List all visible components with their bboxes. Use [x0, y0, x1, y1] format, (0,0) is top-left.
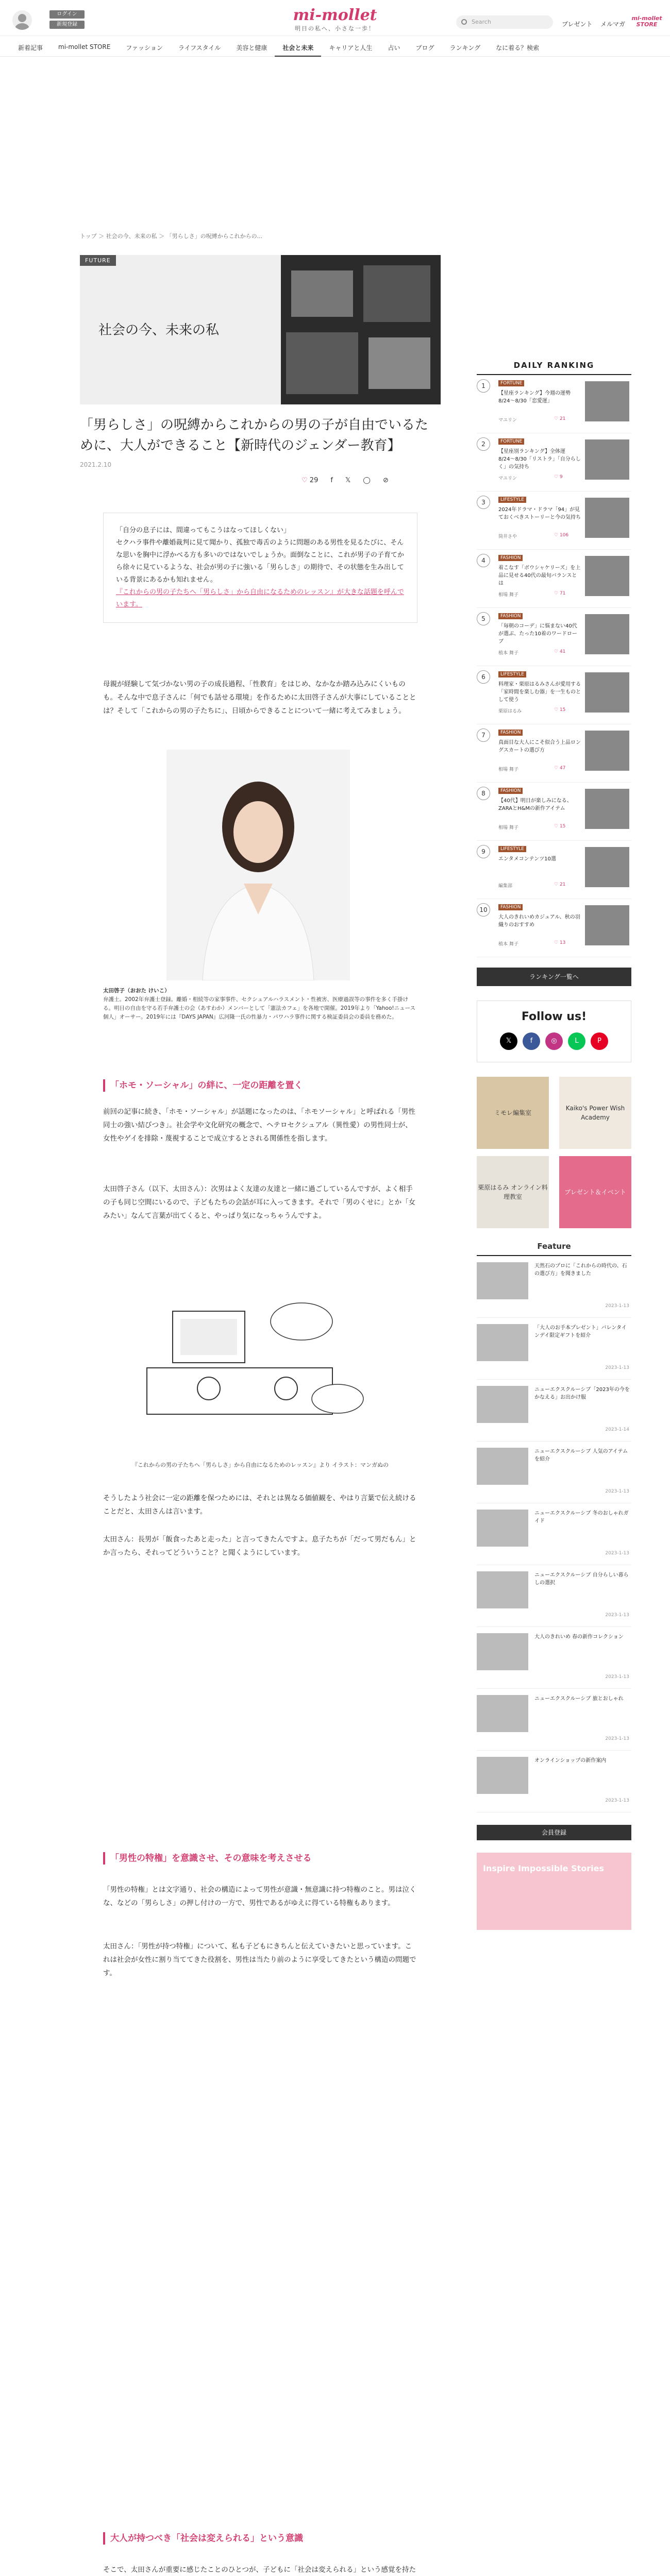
banner-academy[interactable]: Kaiko's Power Wish Academy	[559, 1077, 631, 1149]
article	[80, 255, 441, 2574]
rank-category: LIFESTYLE	[498, 497, 526, 503]
rank-number: 8	[477, 787, 490, 800]
rank-thumbnail	[585, 789, 629, 829]
rank-author: 植本 舞子	[498, 942, 518, 947]
feature-thumbnail	[477, 1324, 528, 1361]
body-paragraph: 太田さん：「男性が持つ特権」について、私も子どもにきちんと伝えていきたいと思っています。これは社会が女性に割り当ててきた役割を、男性は当たり前のように享受してきたという構造の問題です。	[103, 1942, 416, 1977]
share-bar	[301, 477, 389, 484]
search-input[interactable]	[456, 15, 553, 29]
like-count: 29	[309, 477, 319, 484]
ranking-item[interactable]	[477, 550, 631, 608]
body-paragraph: 前回の記事に続き、「ホモ・ソーシャル」が話題になったのは、「ホモソーシャル」と呼ばれる「男性同士の強い結びつき」。社会学や文化研究の概念で、ヘテロセクシュアル（異性愛）の男性同士が、女性やゲイを排除・蔑視することで成立するとされる関係性を指します。	[103, 1108, 415, 1143]
feature-date: 2023-1-13	[605, 1489, 629, 1494]
rank-title: 2024年ドラマ・ドラマ「94」が見ておくべきストーリーと今の気持ち	[498, 507, 581, 520]
illustration	[131, 1280, 389, 1455]
link-icon[interactable]: ⊘	[382, 477, 389, 484]
rank-author: 相場 舞子	[498, 592, 518, 598]
feature-thumbnail	[477, 1448, 528, 1485]
feature-thumbnail	[477, 1695, 528, 1732]
rank-likes: ♡ 9	[554, 474, 563, 480]
nav-item[interactable]: ランキング	[449, 44, 481, 52]
main-nav	[0, 36, 670, 57]
rank-thumbnail	[585, 614, 629, 654]
feature-date: 2023-1-13	[605, 1674, 629, 1680]
rank-number: 6	[477, 670, 490, 684]
rank-thumbnail	[585, 556, 629, 596]
feature-item[interactable]	[477, 1256, 631, 1318]
nav-item[interactable]: 占い	[388, 44, 400, 52]
rank-title: 真面目な大人にこそ似合う上品ロングスカートの選び方	[498, 740, 581, 753]
twitter-icon[interactable]: 𝕏	[345, 477, 351, 484]
feature-date: 2023-1-13	[605, 1551, 629, 1556]
rank-category: LIFESTYLE	[498, 846, 526, 852]
feature-item[interactable]	[477, 1565, 631, 1627]
rank-category: FASHION	[498, 730, 523, 736]
banner-present[interactable]: プレゼント＆イベント	[559, 1156, 631, 1228]
intro-paragraph: 母親が経験して気づかない男の子の成長過程、「性教育」をはじめ、なかなか踏み込みにくいものも。そんな中で息子さんに「何でも話せる環境」を作るために太田啓子さんが大事にしていることとは？そして「これからの男の子たちに」、日頃からできることについて一緒に考えてみましょう。	[103, 680, 416, 715]
rank-likes: ♡ 15	[554, 707, 566, 713]
lead-book-link[interactable]: 『これからの男の子たちへ「男らしさ」から自由になるためのレッスン』が大きな話題を呼んでいます。	[116, 588, 404, 608]
feature-list	[477, 1256, 631, 1812]
rank-title: 「毎朝のコーデ」に悩まない40代が選ぶ、たった10着のワードローブ	[498, 623, 577, 645]
rank-title: 大人のきれいめカジュアル、秋の羽織りのおすすめ	[498, 914, 580, 928]
rank-title: 【星座ランキング】今週の運勢 8/24〜8/30「恋愛運」	[498, 391, 571, 404]
rank-category: FASHION	[498, 613, 523, 619]
register-button[interactable]: 新規登録	[49, 21, 85, 29]
rank-thumbnail	[585, 731, 629, 771]
like-count: 21	[559, 416, 566, 421]
feature-thumbnail	[477, 1633, 528, 1670]
sidebar	[477, 361, 631, 1930]
rank-author: 相場 舞子	[498, 825, 518, 831]
rank-number: 2	[477, 437, 490, 451]
feature-text: ニューエクスクルーシブ「2023年の今をかなえる」お出かけ服	[534, 1387, 630, 1400]
rank-number: 9	[477, 845, 490, 858]
rank-category: LIFESTYLE	[498, 671, 526, 677]
ranking-item[interactable]	[477, 492, 631, 550]
feature-item[interactable]	[477, 1689, 631, 1751]
nav-item[interactable]: ブログ	[415, 44, 434, 52]
login-button[interactable]: ログイン	[49, 10, 85, 19]
like-count: 41	[559, 649, 566, 654]
feature-item[interactable]	[477, 1380, 631, 1442]
section-heading: 「男性の特権」を意識させ、その意味を考えさせる	[103, 1852, 417, 1865]
nav-item[interactable]: 新着記事	[18, 44, 43, 52]
feature-thumbnail	[477, 1386, 528, 1423]
instagram-icon[interactable]: ◎	[545, 1032, 563, 1050]
ranking-item[interactable]	[477, 783, 631, 841]
feature-date: 2023-1-13	[605, 1303, 629, 1309]
feature-date: 2023-1-13	[605, 1365, 629, 1370]
rank-title: 【40代】明日が楽しみになる、ZARAとH&Mの新作アイテム	[498, 798, 572, 811]
feature-text: オンラインショップの新作案内	[534, 1758, 607, 1764]
ranking-title: DAILY RANKING	[477, 361, 631, 375]
illustration-caption: 『これからの男の子たちへ「男らしさ」から自由になるためのレッスン』より イラスト：マンガぬの	[131, 1462, 389, 1468]
rank-thumbnail	[585, 672, 629, 713]
body-paragraph: 太田啓子さん（以下、太田さん）：次男はよく友達の友達と一緒に過ごしているんですが、よく相手の子も同じ空間にいるので、子どもたちの会話が耳に入ってきます。それで「男のくせに」とか「女みたい」なんて言葉が出てくると、やっぱり気になっちゃうんですよ。	[103, 1185, 416, 1220]
body-paragraph: 太田さん：長男が「飯食ったあと走った」と言ってきたんですよ。息子たちが「だって男だもん」とか言ったら、それってどういうこと？と聞くようにしています。	[103, 1535, 416, 1557]
nav-item[interactable]: mi-mollet STORE	[58, 43, 111, 50]
body-paragraph: 「男性の特権」とは文字通り、社会の構造によって男性が意識・無意識に持つ特権のこと。男は泣くな、などの「男らしさ」の押し付けの一方で、男性であるがゆえに得ている特権もあります。	[103, 1886, 416, 1907]
lead-text: セクハラ事件や離婚裁判に見て聞かり、孤独で毒舌のように問題のある男性を見るたびに、そんな思いを胸中に浮かべる方も多いのではないでしょうか。面倒なことに、これが男子の子育てから徐々に見ているような、社会が男の子に強いる「男らしさ」の期待で、その状態を生み出している背景にあるかも知れません。	[116, 539, 405, 584]
rank-likes: ♡ 41	[554, 649, 566, 654]
ranking-item[interactable]	[477, 841, 631, 899]
like-count: 9	[559, 474, 563, 480]
feature-thumbnail	[477, 1757, 528, 1794]
store-link[interactable]: mi-mollet STORE	[631, 15, 662, 28]
banner-grid	[477, 1077, 631, 1228]
feature-thumbnail	[477, 1262, 528, 1299]
feature-text: 「大人のお手本プレゼント」バレンタインデイ限定ギフトを紹介	[534, 1325, 627, 1338]
rank-number: 3	[477, 496, 490, 509]
site-logo[interactable]	[286, 6, 384, 32]
rank-likes: ♡ 71	[554, 591, 566, 596]
rank-author: 編集部	[498, 884, 513, 889]
rank-likes: ♡ 15	[554, 824, 566, 829]
ranking-more-button[interactable]: ランキング一覧へ	[477, 968, 631, 986]
ranking-item[interactable]	[477, 375, 631, 433]
rank-thumbnail	[585, 905, 629, 945]
mailmag-link[interactable]: メルマガ	[600, 21, 626, 28]
rank-author: マユリン	[498, 476, 517, 481]
rank-number: 7	[477, 728, 490, 742]
like-count: 13	[559, 940, 566, 945]
article-title: 「男らしさ」の呪縛からこれからの男の子が自由でいるために、大人ができること【新時代のジェンダー教育】	[80, 417, 429, 453]
like-count: 21	[559, 882, 566, 887]
feature-title: Feature	[477, 1242, 631, 1256]
facebook-icon[interactable]: f	[523, 1032, 540, 1050]
nav-item[interactable]: ファッション	[126, 44, 163, 52]
photo-caption	[103, 987, 417, 1022]
line-icon[interactable]: ◯	[363, 477, 371, 484]
like-button[interactable]	[301, 477, 318, 484]
feature-text: ニューエクスクルーシブ 自分らしい暮らしの選択	[534, 1572, 629, 1586]
rank-likes: ♡ 21	[554, 882, 566, 887]
logo-text: mi-mollet	[293, 6, 377, 24]
nav-item[interactable]: 美容と健康	[236, 44, 267, 52]
breadcrumb[interactable]: トップ ＞ 社会の今、未来の私 ＞ 「男らしさ」の呪縛からこれからの...	[80, 233, 263, 240]
rank-author: マユリン	[498, 418, 517, 423]
nav-item[interactable]: キャリアと人生	[329, 44, 373, 52]
ranking-item[interactable]	[477, 724, 631, 783]
author-photo	[166, 750, 350, 980]
follow-box	[477, 1001, 631, 1062]
rank-category: FASHION	[498, 788, 523, 794]
feature-item[interactable]	[477, 1503, 631, 1565]
like-count: 15	[559, 824, 566, 829]
caption-text: 弁護士。2002年弁護士登録。離婚・相続等の家事事件、セクシュアルハラスメント・性被害、医療過誤等の事件を多く手掛ける。明日の自由を守る若手弁護士の会（あすわか）メンバーとして「憲法カフェ」を各地で開催。2019年より「Yahoo!ニュース 個人」オーサー。2019年には『DAYS JAPAN』広河隆一氏の性暴力・パワハラ事件に関する検証委員会の委員を務めた。	[103, 996, 416, 1020]
feature-date: 2023-1-13	[605, 1613, 629, 1618]
rank-thumbnail	[585, 498, 629, 538]
line-icon[interactable]: L	[568, 1032, 585, 1050]
like-count: 106	[559, 533, 569, 538]
banner-editorial[interactable]: ミモレ編集室	[477, 1077, 549, 1149]
feature-item[interactable]	[477, 1627, 631, 1689]
lead-text: 「自分の息子には、間違ってもこうはなってほしくない」	[116, 527, 291, 534]
feature-thumbnail	[477, 1571, 528, 1608]
rank-title: 着こなす「ボウシャケリーズ」を上品に見せる40代の最旬バランスとは	[498, 565, 581, 586]
body-paragraph: そうしたよう社会に一定の距離を保つためには、それとは異なる価値観を、やはり言葉で伝え続けることだと、太田さんは言います。	[103, 1494, 416, 1516]
banner-cooking[interactable]: 栗原はるみ オンライン料理教室	[477, 1156, 549, 1228]
feature-item[interactable]	[477, 1442, 631, 1503]
body-paragraph: そこで、太田さんが重要に感じたことのひとつが、子どもに「社会は変えられる」という感覚を持た	[103, 2566, 416, 2574]
rank-author: 相場 舞子	[498, 767, 518, 772]
ranking-item[interactable]	[477, 666, 631, 724]
feature-date: 2023-1-13	[605, 1736, 629, 1741]
rank-likes: ♡ 47	[554, 766, 566, 771]
ranking-item[interactable]	[477, 899, 631, 957]
heart-icon: ♡	[301, 477, 308, 484]
rank-likes: ♡ 13	[554, 940, 566, 945]
rank-title: エンタメコンテンツ10選	[498, 856, 556, 862]
rank-category: FORTUNE	[498, 380, 524, 386]
site-header	[0, 0, 670, 36]
rank-thumbnail	[585, 847, 629, 887]
search-icon	[461, 19, 467, 25]
rank-title: 料理家・栗原はるみさんが愛用する「家時間を楽しむ器」を一生ものとして使う	[498, 682, 581, 703]
feature-text: ニューエクスクルーシブ 旅とおしゃれ	[534, 1696, 624, 1702]
pinterest-icon[interactable]: P	[591, 1032, 608, 1050]
rank-category: FORTUNE	[498, 438, 524, 445]
rank-author: 栗原はるみ	[498, 709, 522, 714]
ranking-item[interactable]	[477, 433, 631, 492]
nav-item[interactable]: ライフスタイル	[178, 44, 221, 52]
feature-date: 2023-1-13	[605, 1798, 629, 1803]
like-count: 47	[559, 766, 566, 771]
ad-banner[interactable]	[477, 1853, 631, 1930]
ranking-list	[477, 375, 631, 957]
feature-text: ニューエクスクルーシブ 冬のおしゃれガイド	[534, 1511, 629, 1524]
rank-category: FASHION	[498, 555, 523, 561]
rank-author: 植本 舞子	[498, 651, 518, 656]
rank-number: 5	[477, 612, 490, 625]
feature-text: ニューエクスクルーシブ 人気のアイテムを紹介	[534, 1449, 628, 1462]
present-link[interactable]: プレゼント	[562, 21, 593, 28]
lead-box	[103, 513, 417, 623]
rank-likes: ♡ 21	[554, 416, 566, 421]
feature-thumbnail	[477, 1510, 528, 1547]
like-count: 15	[559, 707, 566, 713]
rank-thumbnail	[585, 439, 629, 480]
like-count: 71	[559, 591, 566, 596]
feature-text: 大人のきれいめ 春の新作コレクション	[534, 1634, 624, 1640]
feature-item[interactable]	[477, 1751, 631, 1812]
rank-likes: ♡ 106	[554, 533, 569, 538]
ranking-item[interactable]	[477, 608, 631, 666]
search-placeholder: Search	[472, 19, 491, 25]
section-heading: 大人が持つべき「社会は変えられる」という意識	[103, 2532, 417, 2545]
category-tag: FUTURE	[80, 255, 116, 266]
nav-item-active[interactable]: 社会と未来	[275, 36, 321, 57]
x-icon[interactable]: 𝕏	[500, 1032, 517, 1050]
category-title: 社会の今、未来の私	[98, 323, 220, 338]
logo-tagline: 明日の私へ、小さな一歩！	[295, 25, 375, 32]
rank-number: 10	[477, 903, 490, 917]
rank-author: 筒井さや	[498, 534, 517, 539]
article-date: 2021.2.10	[80, 461, 112, 468]
caption-name: 太田啓子（おおた けいこ）	[103, 988, 170, 994]
rank-thumbnail	[585, 381, 629, 421]
facebook-icon[interactable]: f	[330, 477, 333, 484]
register-banner[interactable]: 会員登録	[477, 1825, 631, 1840]
feature-item[interactable]	[477, 1318, 631, 1380]
feature-date: 2023-1-14	[605, 1427, 629, 1432]
rank-number: 4	[477, 554, 490, 567]
section-heading: 「ホモ・ソーシャル」の絆に、一定の距離を置く	[103, 1079, 417, 1092]
hero-image	[281, 255, 441, 404]
user-avatar-icon[interactable]	[12, 10, 32, 30]
rank-category: FASHION	[498, 904, 523, 910]
category-hero[interactable]	[80, 255, 441, 404]
rank-title: 【星座別ランキング】全体運 8/24〜8/30「リストラ」「自分らしく」の気持ち	[498, 449, 581, 470]
nav-item[interactable]: なに着る？検索	[496, 44, 540, 52]
rank-number: 1	[477, 379, 490, 393]
feature-text: 天然石のプロに「これからの時代の、石の選び方」を聞きました	[534, 1263, 627, 1277]
ad-text: Inspire Impossible Stories	[483, 1863, 604, 1873]
follow-title: Follow us!	[521, 1010, 587, 1023]
